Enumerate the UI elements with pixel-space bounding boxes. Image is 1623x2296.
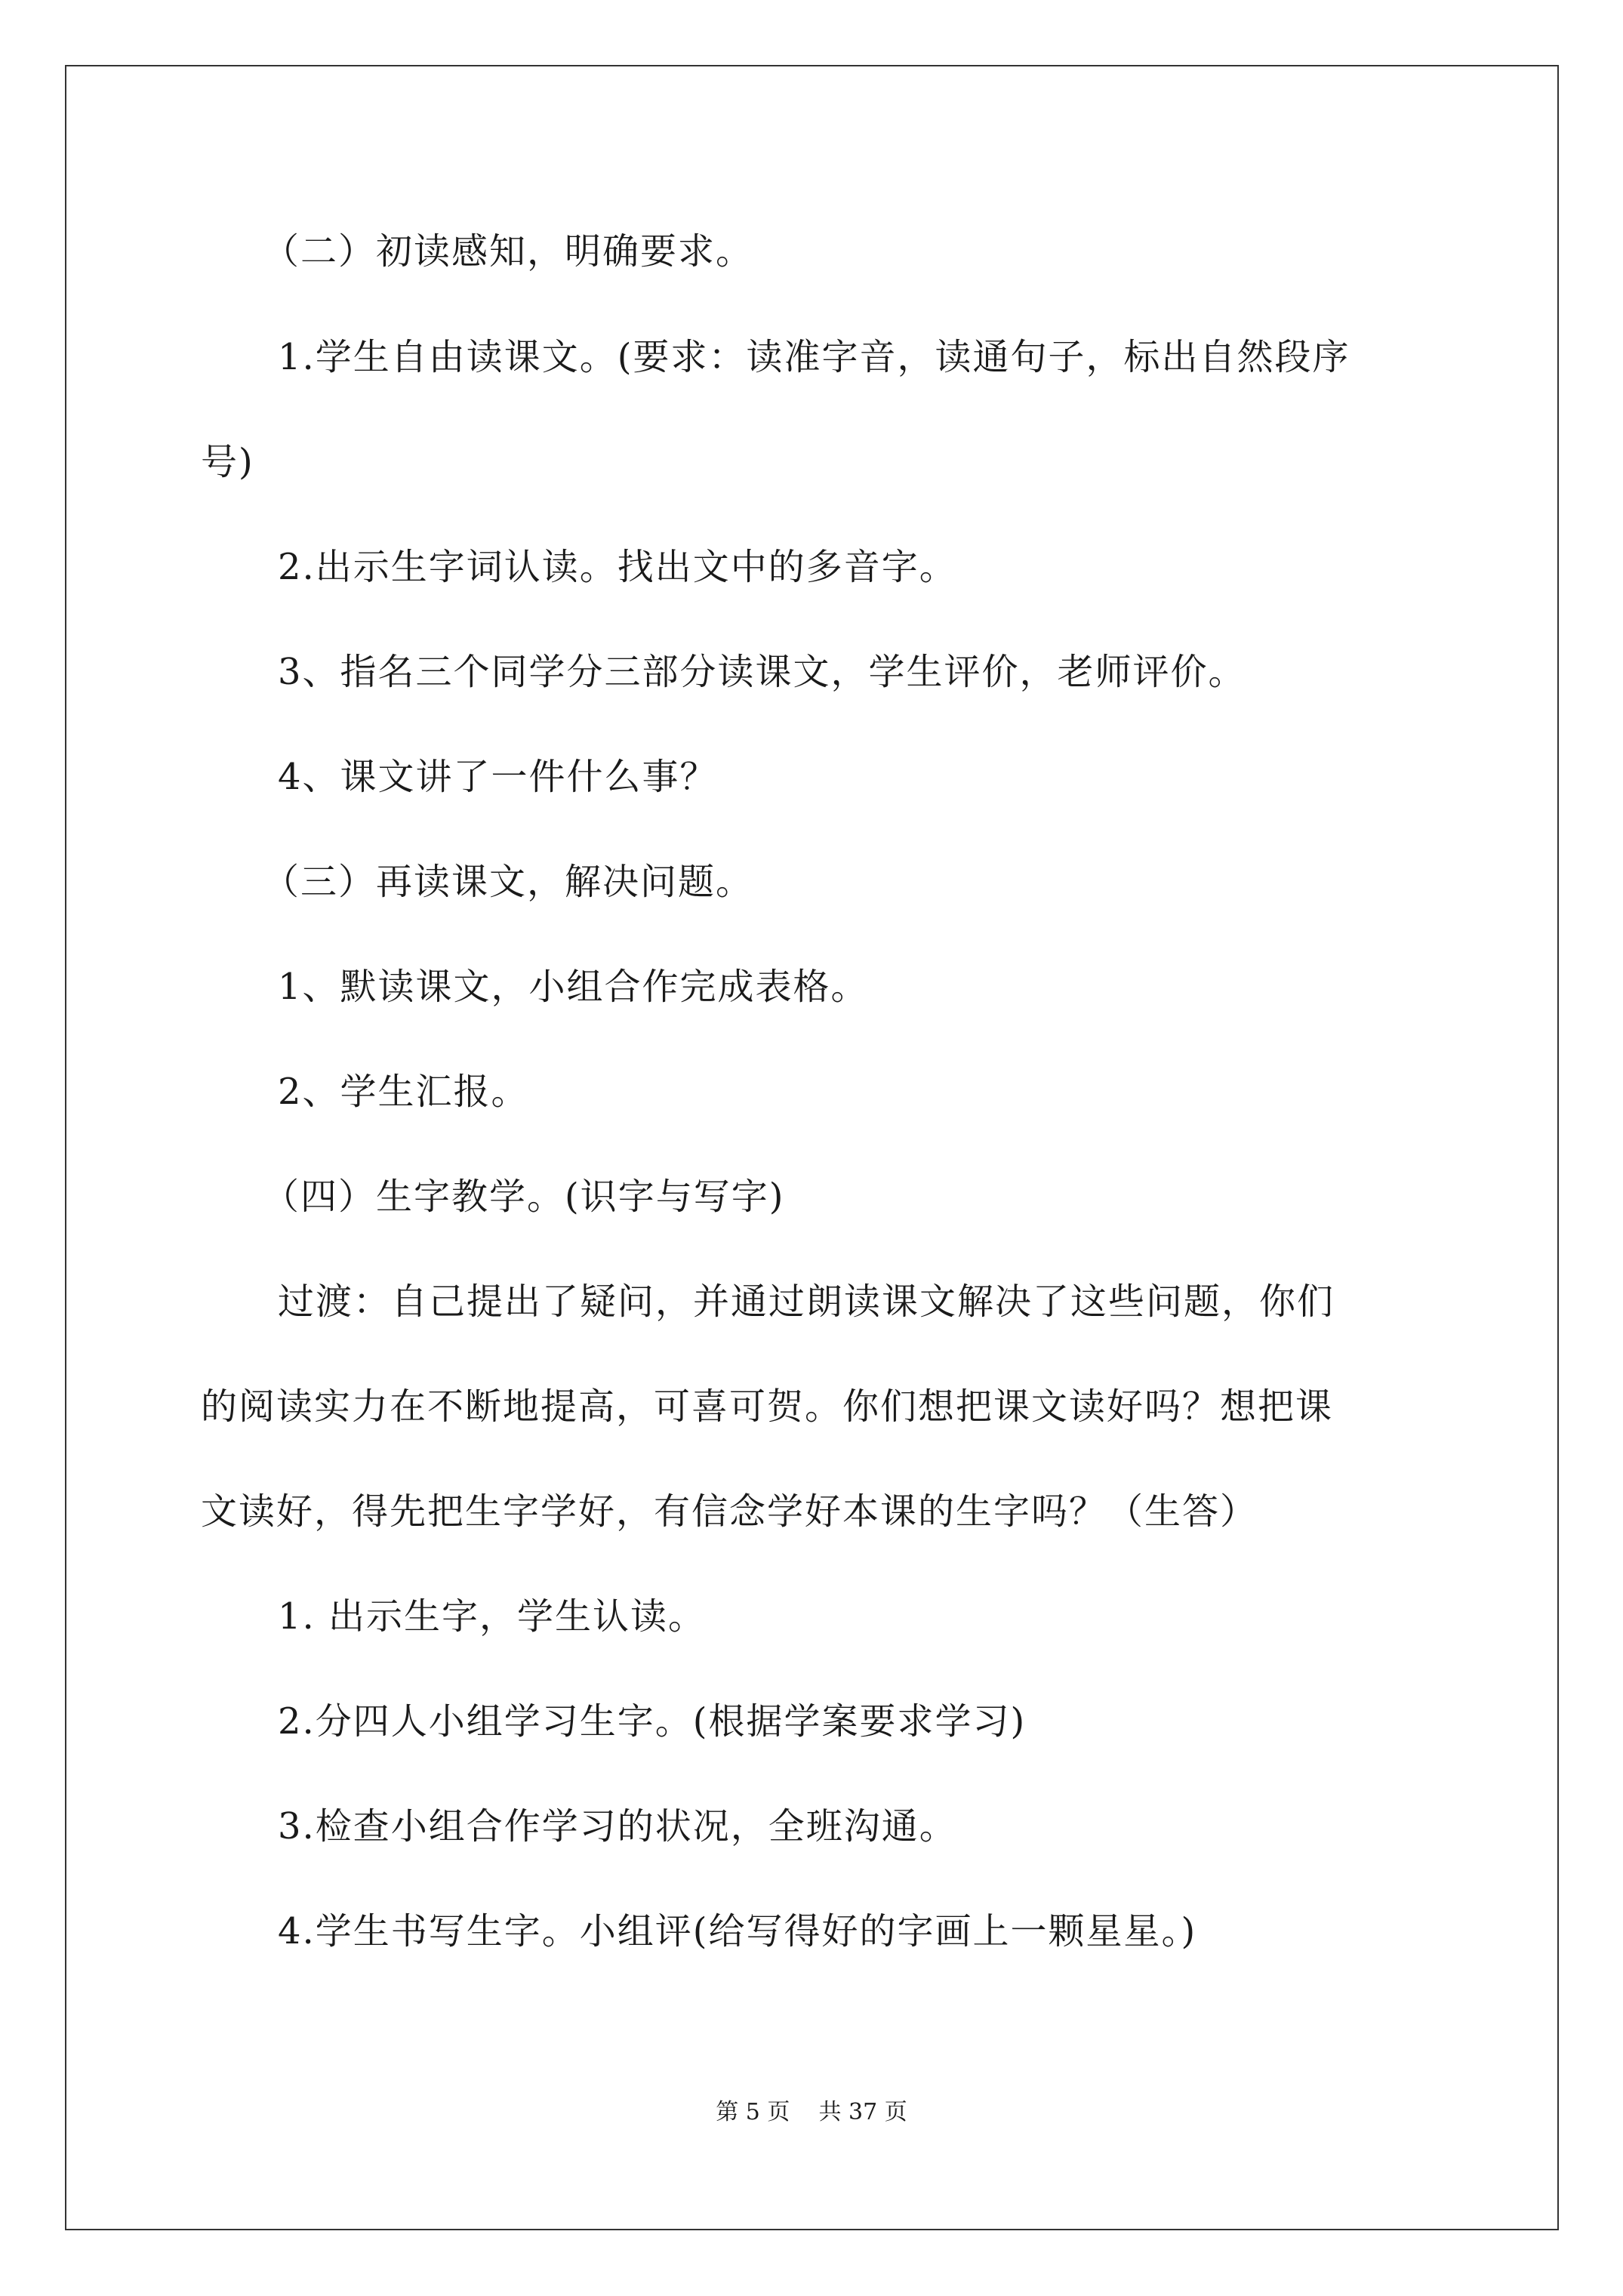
- paragraph-line: 3.检查小组合作学习的状况，全班沟通。: [278, 1805, 957, 1848]
- page-border: [65, 65, 1559, 2230]
- paragraph-line: 1.学生自由读课文。(要求：读准字音，读通句子，标出自然段序: [278, 336, 1350, 378]
- paragraph-line: 2.分四人小组学习生字。(根据学案要求学习): [278, 1700, 1027, 1743]
- paragraph-line: 1、默读课文，小组合作完成表格。: [278, 966, 869, 1008]
- section-heading-4: （四）生字教学。(识字与写字): [263, 1176, 785, 1218]
- paragraph-line: 的阅读实力在不断地提高，可喜可贺。你们想把课文读好吗？想把课: [201, 1385, 1334, 1428]
- paragraph-line: 2.出示生字词认读。找出文中的多音字。: [278, 546, 957, 588]
- paragraph-line: 4、课文讲了一件什么事？: [278, 756, 718, 798]
- paragraph-line: 文读好，得先把生字学好，有信念学好本课的生字吗？（生答）: [201, 1490, 1258, 1533]
- paragraph-line: 2、学生汇报。: [278, 1071, 529, 1113]
- paragraph-line: 1. 出示生字，学生认读。: [278, 1595, 707, 1638]
- section-heading-2: （二）初读感知，明确要求。: [263, 230, 754, 273]
- page-footer: 第 5 页 共 37 页: [716, 2099, 907, 2125]
- paragraph-line: 过渡：自己提出了疑问，并通过朗读课文解决了这些问题，你们: [278, 1281, 1335, 1323]
- section-heading-3: （三）再读课文，解决问题。: [263, 861, 754, 903]
- paragraph-line: 3、指名三个同学分三部分读课文，学生评价，老师评价。: [278, 651, 1246, 693]
- paragraph-line: 号): [201, 441, 254, 483]
- paragraph-line: 4.学生书写生字。小组评(给写得好的字画上一颗星星。): [278, 1910, 1197, 1952]
